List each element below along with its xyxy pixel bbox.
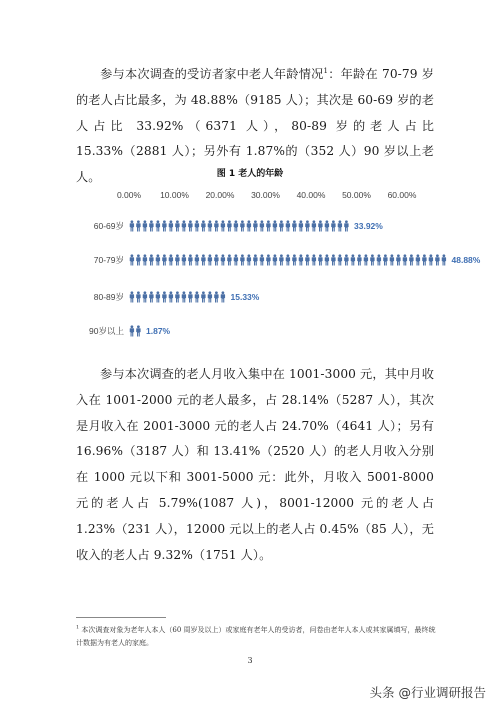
person-icon	[188, 291, 192, 302]
person-icon	[260, 220, 264, 231]
category-label: 70-79岁	[93, 255, 124, 265]
person-icon	[390, 254, 394, 265]
person-icon	[253, 220, 257, 231]
person-icon	[266, 220, 270, 231]
person-icon	[279, 220, 283, 231]
person-icon	[188, 220, 192, 231]
person-icon	[299, 254, 303, 265]
person-icon	[214, 220, 218, 231]
x-tick-label: 40.00%	[296, 190, 326, 200]
source-watermark: 头条 @行业调研报告	[369, 685, 486, 700]
person-icon	[156, 291, 160, 302]
footnote-text: 本次调查对象为老年人本人（60 周岁及以上）或家庭有老年人的受访者，问卷由老年人本人或其家属填写，最终统计数据为有老人的家庭。	[76, 626, 436, 647]
person-icon	[169, 291, 173, 302]
data-label: 48.88%	[451, 255, 481, 265]
person-icon	[435, 254, 439, 265]
person-icon	[201, 254, 205, 265]
person-icon	[227, 220, 231, 231]
person-icon	[325, 220, 329, 231]
person-icon	[325, 254, 329, 265]
person-icon	[266, 254, 270, 265]
page-number: 3	[247, 656, 253, 665]
paragraph-income	[76, 362, 434, 568]
person-icon	[143, 220, 147, 231]
person-icon	[201, 220, 205, 231]
person-icon	[357, 254, 361, 265]
person-icon	[344, 220, 348, 231]
person-icon	[214, 291, 218, 302]
footnote	[76, 624, 436, 650]
person-icon	[214, 254, 218, 265]
person-icon	[169, 220, 173, 231]
person-icon	[338, 220, 342, 231]
person-icon	[143, 254, 147, 265]
person-icon	[169, 254, 173, 265]
person-icon	[383, 254, 387, 265]
person-icon	[299, 220, 303, 231]
person-icon	[279, 254, 283, 265]
person-icon	[273, 254, 277, 265]
person-icon	[318, 254, 322, 265]
person-icon	[253, 254, 257, 265]
x-tick-label: 20.00%	[205, 190, 235, 200]
person-icon	[429, 254, 433, 265]
data-label: 1.87%	[146, 326, 171, 336]
person-icon	[136, 254, 140, 265]
person-icon	[344, 254, 348, 265]
person-icon	[208, 291, 212, 302]
person-icon	[221, 254, 225, 265]
person-icon	[208, 254, 212, 265]
x-tick-label: 50.00%	[342, 190, 371, 200]
person-icon	[162, 254, 166, 265]
person-icon	[156, 254, 160, 265]
person-icon	[227, 254, 231, 265]
person-icon	[149, 254, 153, 265]
person-icon	[305, 254, 309, 265]
bar-80-89岁	[130, 291, 225, 302]
paragraph-age-text-cont: ：年龄在 70-79 岁的老人占比最多，为 48.88%（9185 人）；其次是 60-69 岁的老人占比 33.92%（6371 人），80-89 岁的老人占比 15.33%（2881 人）；另外有 1.87%的（352 人）90 岁以上老人。	[76, 67, 434, 185]
person-icon	[130, 254, 134, 265]
person-icon	[305, 220, 309, 231]
bar-70-79岁	[130, 254, 446, 265]
person-icon	[136, 325, 140, 336]
person-icon	[318, 220, 322, 231]
person-icon	[221, 220, 225, 231]
person-icon	[182, 220, 186, 231]
person-icon	[292, 220, 296, 231]
person-icon	[149, 291, 153, 302]
person-icon	[195, 291, 199, 302]
category-label: 80-89岁	[93, 292, 124, 302]
person-icon	[422, 254, 426, 265]
paragraph-income-text: 参与本次调查的老人月收入集中在 1001-3000 元，其中月收入在 1001-2000 元的老人最多，占 28.14%（5287 人），其次是月收入在 2001-3000 元的老人占 24.70%（4641 人）；另有 16.96%（3187 人）和 13.41%（2520 人）的老人月收入分别在 1000 元以下和 3001-5000 元：此外，月收入 5001-8000 元的老人占 5.79%(1087 人)，8001-12000 元的老人占 1.23%（231 人），12000 元以上的老人占 0.45%（85 人），无收入的老人占 9.32%（1751 人）。	[76, 367, 434, 562]
bar-90岁以上	[130, 325, 141, 336]
person-icon	[286, 220, 290, 231]
figure-title: 图 1 老人的年龄	[216, 169, 284, 179]
person-icon	[247, 220, 251, 231]
person-icon	[331, 220, 335, 231]
paragraph-age-text: 参与本次调查的受访者家中老人年龄情况	[100, 67, 324, 81]
x-tick-label: 10.00%	[160, 190, 189, 200]
person-icon	[240, 220, 244, 231]
person-icon	[130, 325, 134, 336]
person-icon	[175, 220, 179, 231]
person-icon	[370, 254, 374, 265]
x-tick-label: 0.00%	[116, 190, 142, 200]
person-icon	[208, 220, 212, 231]
data-label: 33.92%	[354, 221, 383, 231]
person-icon	[188, 254, 192, 265]
person-icon	[286, 254, 290, 265]
bar-60-69岁	[130, 220, 349, 231]
data-label: 15.33%	[230, 292, 260, 302]
person-icon	[442, 254, 446, 265]
person-icon	[234, 254, 238, 265]
person-icon	[162, 291, 166, 302]
category-label: 60-69岁	[93, 221, 124, 231]
person-icon	[156, 220, 160, 231]
person-icon	[260, 254, 264, 265]
person-icon	[312, 254, 316, 265]
person-icon	[240, 254, 244, 265]
person-icon	[292, 254, 296, 265]
person-icon	[364, 254, 368, 265]
person-icon	[149, 220, 153, 231]
person-icon	[130, 291, 134, 302]
person-icon	[331, 254, 335, 265]
person-icon	[136, 220, 140, 231]
footnote-reference[interactable]: 1	[323, 66, 329, 75]
footnote-divider	[76, 617, 166, 618]
category-label: 90岁以上	[89, 326, 124, 336]
person-icon	[182, 291, 186, 302]
person-icon	[175, 291, 179, 302]
person-icon	[234, 220, 238, 231]
person-icon	[247, 254, 251, 265]
person-icon	[338, 254, 342, 265]
person-icon	[175, 254, 179, 265]
person-icon	[201, 291, 205, 302]
footnote-marker: 1	[76, 624, 80, 631]
person-icon	[136, 291, 140, 302]
person-icon	[403, 254, 407, 265]
person-icon	[162, 220, 166, 231]
person-icon	[273, 220, 277, 231]
person-icon	[195, 254, 199, 265]
person-icon	[416, 254, 420, 265]
person-icon	[312, 220, 316, 231]
person-icon	[221, 291, 225, 302]
x-tick-label: 60.00%	[387, 190, 417, 200]
x-tick-label: 30.00%	[251, 190, 280, 200]
person-icon	[143, 291, 147, 302]
person-icon	[377, 254, 381, 265]
person-icon	[195, 220, 199, 231]
person-icon	[409, 254, 413, 265]
person-icon	[396, 254, 400, 265]
person-icon	[182, 254, 186, 265]
person-icon	[351, 254, 355, 265]
person-icon	[130, 220, 134, 231]
